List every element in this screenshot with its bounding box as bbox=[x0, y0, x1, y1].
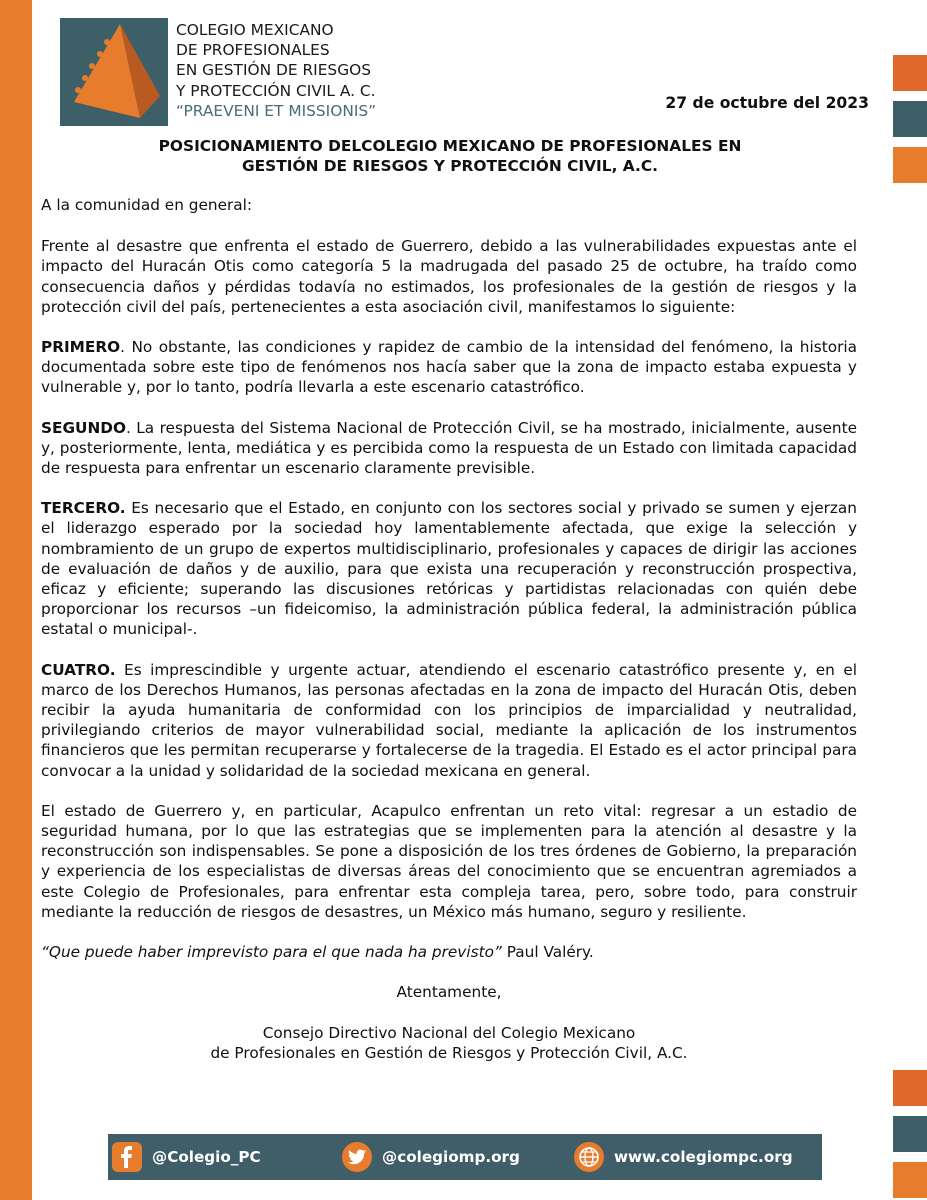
twitter-icon bbox=[342, 1142, 372, 1172]
point-segundo bbox=[41, 418, 857, 479]
point-label: PRIMERO bbox=[41, 338, 121, 357]
organization-logo bbox=[60, 18, 168, 126]
right-square-orange-bottom bbox=[893, 1070, 927, 1106]
quote-author: Paul Valéry. bbox=[501, 943, 594, 962]
point-cuatro bbox=[41, 660, 857, 781]
right-square-orange-top bbox=[893, 55, 927, 91]
signature-line-1: Consejo Directivo Nacional del Colegio Mexicano bbox=[262, 1023, 636, 1042]
org-line-1: COLEGIO MEXICANO bbox=[176, 21, 334, 39]
point-text: . La respuesta del Sistema Nacional de Protección Civil, se ha mostrado, inicialmente, ausente y, posteriormente, lenta, mediática y es percibida como la respuesta de un Estado con limitada capacidad de respuesta para enfrentar un escenario claramente previsible. bbox=[41, 418, 857, 478]
title-line-1: POSICIONAMIENTO DELCOLEGIO MEXICANO DE PROFESIONALES EN bbox=[158, 137, 742, 155]
quote-text: “Que puede haber imprevisto para el que nada ha previsto” bbox=[41, 943, 502, 962]
footer-contact-bar bbox=[108, 1134, 822, 1180]
point-tercero bbox=[41, 498, 857, 639]
org-motto: “PRAEVENI ET MISSIONIS” bbox=[176, 101, 377, 120]
website-url: www.colegiompc.org bbox=[614, 1148, 793, 1166]
point-label: CUATRO. bbox=[41, 660, 116, 679]
document-title bbox=[100, 136, 800, 176]
point-text: . No obstante, las condiciones y rapidez de cambio de la intensidad del fenómeno, la historia documentada sobre este tipo de fenómenos nos hacía saber que la zona de impacto estaba expuesta y vulnerable y, por lo tanto, podría llevarla a este escenario catastrófico. bbox=[41, 338, 857, 397]
left-orange-bar bbox=[0, 0, 32, 1200]
intro-paragraph: Frente al desastre que enfrenta el estado de Guerrero, debido a las vulnerabilidades expuestas ante el impacto del Huracán Otis como categoría 5 la madrugada del pasado 25 de octubre, ha traído como consecuencia daños y pérdidas todavía no estimados, los profesionales de la gestión de riesgos y la protección civil del país, pertenecientes a esta asociación civil, manifestamos lo siguiente: bbox=[41, 237, 857, 316]
footer-twitter[interactable] bbox=[342, 1134, 520, 1180]
footer-website[interactable] bbox=[574, 1134, 793, 1180]
point-label: SEGUNDO bbox=[41, 418, 126, 437]
organization-name bbox=[176, 20, 376, 121]
right-square-teal-top bbox=[893, 101, 927, 137]
right-square-orange-mid bbox=[893, 147, 927, 183]
point-label: TERCERO. bbox=[41, 499, 126, 518]
closing-paragraph: El estado de Guerrero y, en particular, Acapulco enfrentan un reto vital: regresar a un estadio de seguridad humana, por lo que las estrategias que se implementen para la atención al desastre y la reconstrucción son indispensables. Se pone a disposición de los tres órdenes de Gobierno, la preparación y experiencia de los especialistas de diversas áreas del conocimiento que se encuentran agremiados a este Colegio de Profesionales, para enfrentar esta compleja tarea, pero, sobre todo, para construir mediante la reducción de riesgos de desastres, un México más humano, seguro y resiliente. bbox=[41, 801, 857, 921]
facebook-icon bbox=[112, 1142, 142, 1172]
regards: Atentamente, bbox=[396, 983, 502, 1002]
pyramid-logo-icon bbox=[60, 18, 168, 126]
globe-icon bbox=[574, 1142, 604, 1172]
signature-line-2: de Profesionales en Gestión de Riesgos y Protección Civil, A.C. bbox=[210, 1043, 688, 1062]
right-square-teal-bottom bbox=[893, 1116, 927, 1152]
signature bbox=[41, 1023, 857, 1063]
point-text: Es imprescindible y urgente actuar, atendiendo el escenario catastrófico presente y, en el marco de los Derechos Humanos, las personas afectadas en la zona de impacto del Huracán Otis, deben recibir la ayuda humanitaria de conformidad con los principios de imparcialidad y neutralidad, privilegiando criterios de mayor vulnerabilidad social, mediante la aplicación de los instrumentos financieros que les permitan recuperarse y fortalecerse de la tragedia. El Estado es el actor principal para convocar a la unidad y solidaridad de la sociedad mexicana en general. bbox=[41, 660, 857, 780]
org-line-4: Y PROTECCIÓN CIVIL A. C. bbox=[176, 81, 376, 100]
org-line-2: DE PROFESIONALES bbox=[176, 41, 330, 60]
point-text: Es necesario que el Estado, en conjunto con los sectores social y privado se sumen y ejerzan el liderazgo esperado por la sociedad hoy lamentablemente afectada, que exige la selección y nombramiento de un grupo de expertos multidisciplinario, profesionales y capaces de dirigir las acciones de evaluación de daños y de auxilio, para que exista una recuperación y reconstrucción prospectiva, eficaz y eficiente; superando las discusiones retóricas y partidistas relacionadas con quién debe proporcionar los recursos –un fideicomiso, la administración pública federal, la administración pública estatal o municipal-. bbox=[41, 499, 857, 639]
footer-facebook[interactable] bbox=[112, 1134, 261, 1180]
document-body bbox=[41, 195, 857, 1083]
twitter-handle: @colegiomp.org bbox=[382, 1148, 520, 1166]
facebook-handle: @Colegio_PC bbox=[152, 1148, 261, 1166]
salutation: A la comunidad en general: bbox=[41, 196, 253, 214]
org-line-3: EN GESTIÓN DE RIESGOS bbox=[176, 61, 372, 80]
point-primero bbox=[41, 337, 857, 398]
title-line-2: GESTIÓN DE RIESGOS Y PROTECCIÓN CIVIL, A.C. bbox=[242, 157, 658, 175]
right-square-orange-last bbox=[893, 1162, 927, 1198]
quote bbox=[41, 942, 857, 962]
document-date: 27 de octubre del 2023 bbox=[665, 94, 869, 112]
